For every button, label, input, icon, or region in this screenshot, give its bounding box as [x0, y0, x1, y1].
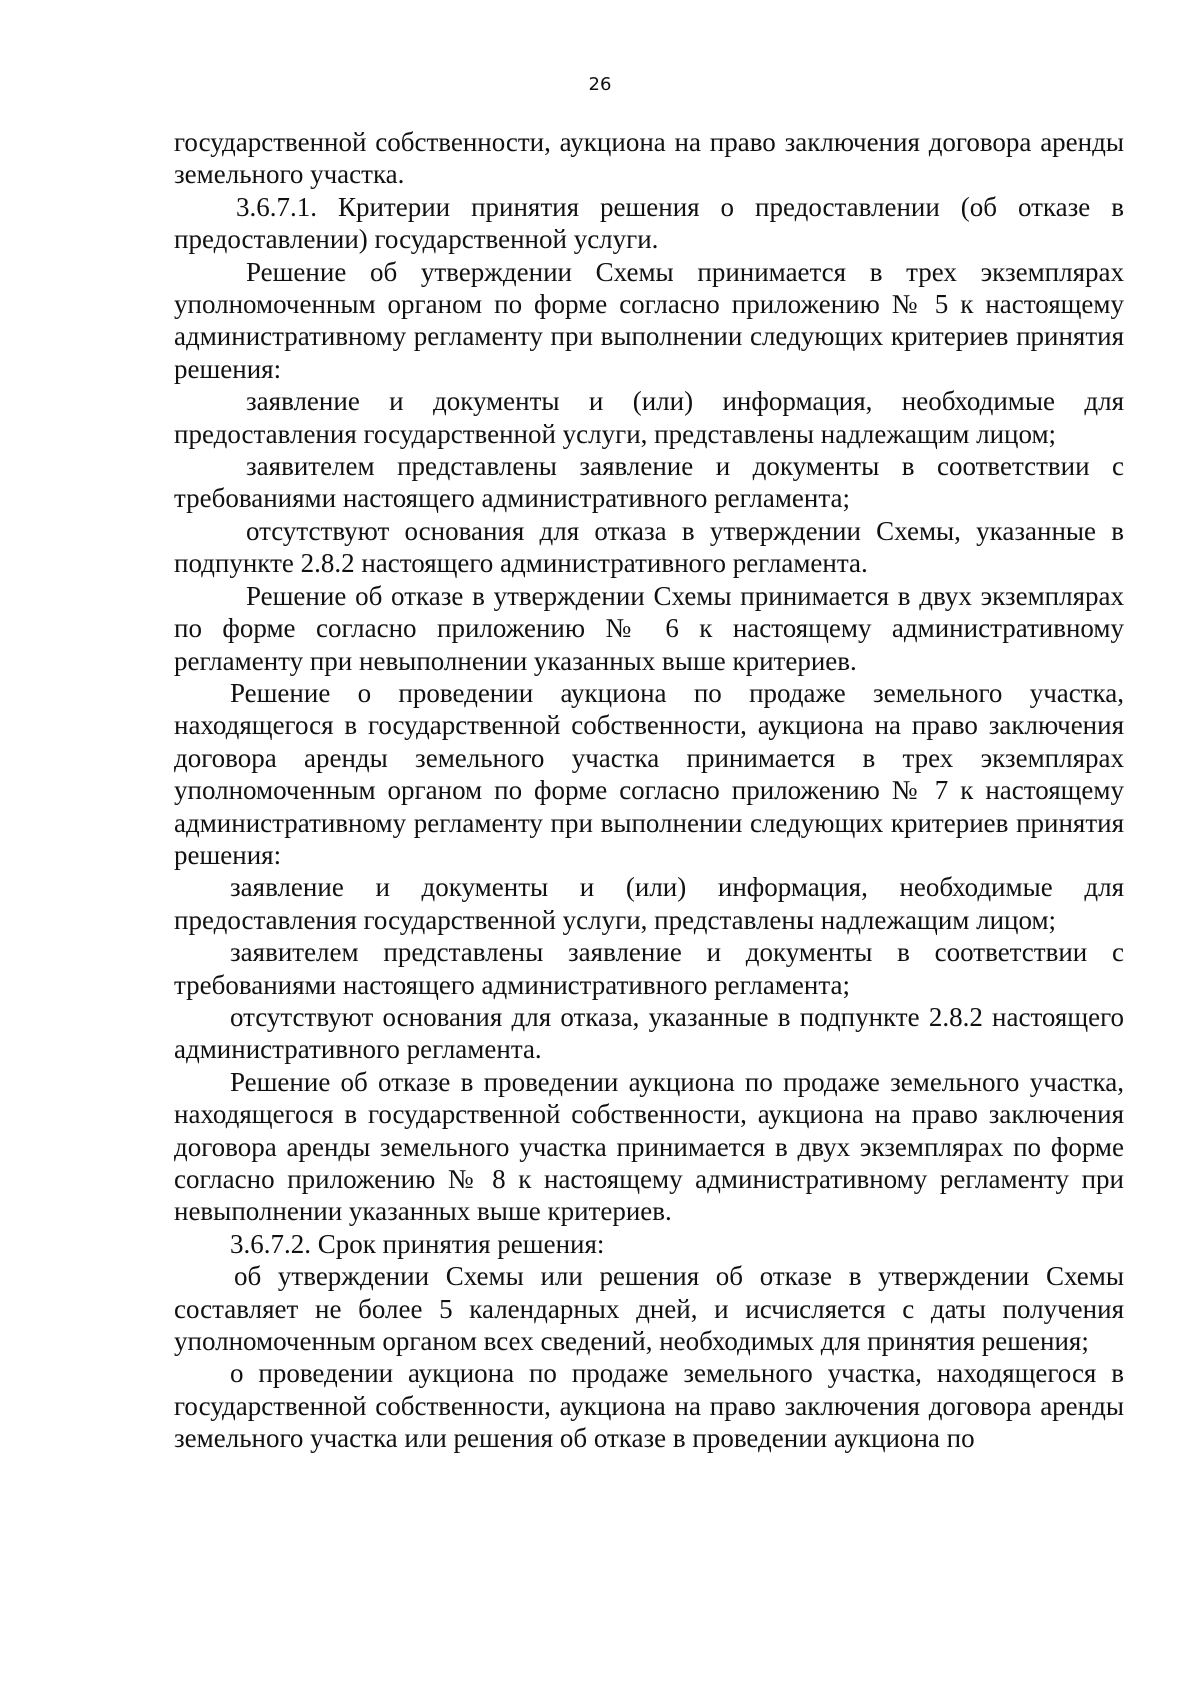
criteria-item: заявление и документы и (или) информация, необходимые для предоставления государственной услуги, представлены надлежащим лицом;	[174, 872, 1124, 935]
paragraph: об утверждении Схемы или решения об отказе в утверждении Схемы составляет не более 5 календарных дней, и исчисляется с даты получения уполномоченным органом всех сведений, необходимых для принятия решения;	[174, 1261, 1124, 1357]
section-heading: 3.6.7.1. Критерии принятия решения о предоставлении (об отказе в предоставлении) государственной услуги.	[174, 191, 1124, 255]
section-heading: 3.6.7.2. Срок принятия решения:	[230, 1228, 605, 1259]
page-number: 26	[588, 74, 612, 95]
paragraph: государственной собственности, аукциона на право заключения договора аренды земельного участка.	[174, 127, 1124, 190]
paragraph: о проведении аукциона по продаже земельного участка, находящегося в государственной собственности, аукциона на право заключения договора аренды земельного участка или решения об отказе в проведении аукциона по	[174, 1358, 1124, 1454]
document-body	[174, 126, 1124, 1455]
paragraph: Решение об утверждении Схемы принимается в трех экземплярах уполномоченным органом по форме согласно приложению № 5 к настоящему административному регламенту при выполнении следующих критериев принятия решения:	[174, 256, 1124, 384]
criteria-item: отсутствуют основания для отказа в утверждении Схемы, указанные в подпункте 2.8.2 настоящего административного регламента.	[174, 515, 1124, 579]
criteria-item: заявителем представлены заявление и документы в соответствии с требованиями настоящего административного регламента;	[174, 451, 1124, 514]
paragraph: Решение об отказе в утверждении Схемы принимается в двух экземплярах по форме согласно приложению № 6 к настоящему административному регламенту при невыполнении указанных выше критериев.	[174, 580, 1124, 676]
paragraph: Решение о проведении аукциона по продаже земельного участка, находящегося в государственной собственности, аукциона на право заключения договора аренды земельного участка принимается в трех экземплярах уполномоченным органом по форме согласно приложению № 7 к настоящему административному регламенту при выполнении следующих критериев принятия решения:	[174, 677, 1124, 870]
paragraph: Решение об отказе в проведении аукциона по продаже земельного участка, находящегося в государственной собственности, аукциона на право заключения договора аренды земельного участка принимается в двух экземплярах по форме согласно приложению № 8 к настоящему административному регламенту при невыполнении указанных выше критериев.	[174, 1066, 1124, 1227]
criteria-item: заявление и документы и (или) информация, необходимые для предоставления государственной услуги, представлены надлежащим лицом;	[174, 386, 1124, 449]
criteria-item: заявителем представлены заявление и документы в соответствии с требованиями настоящего административного регламента;	[174, 937, 1124, 1000]
criteria-item: отсутствуют основания для отказа, указанные в подпункте 2.8.2 настоящего административного регламента.	[174, 1001, 1124, 1065]
